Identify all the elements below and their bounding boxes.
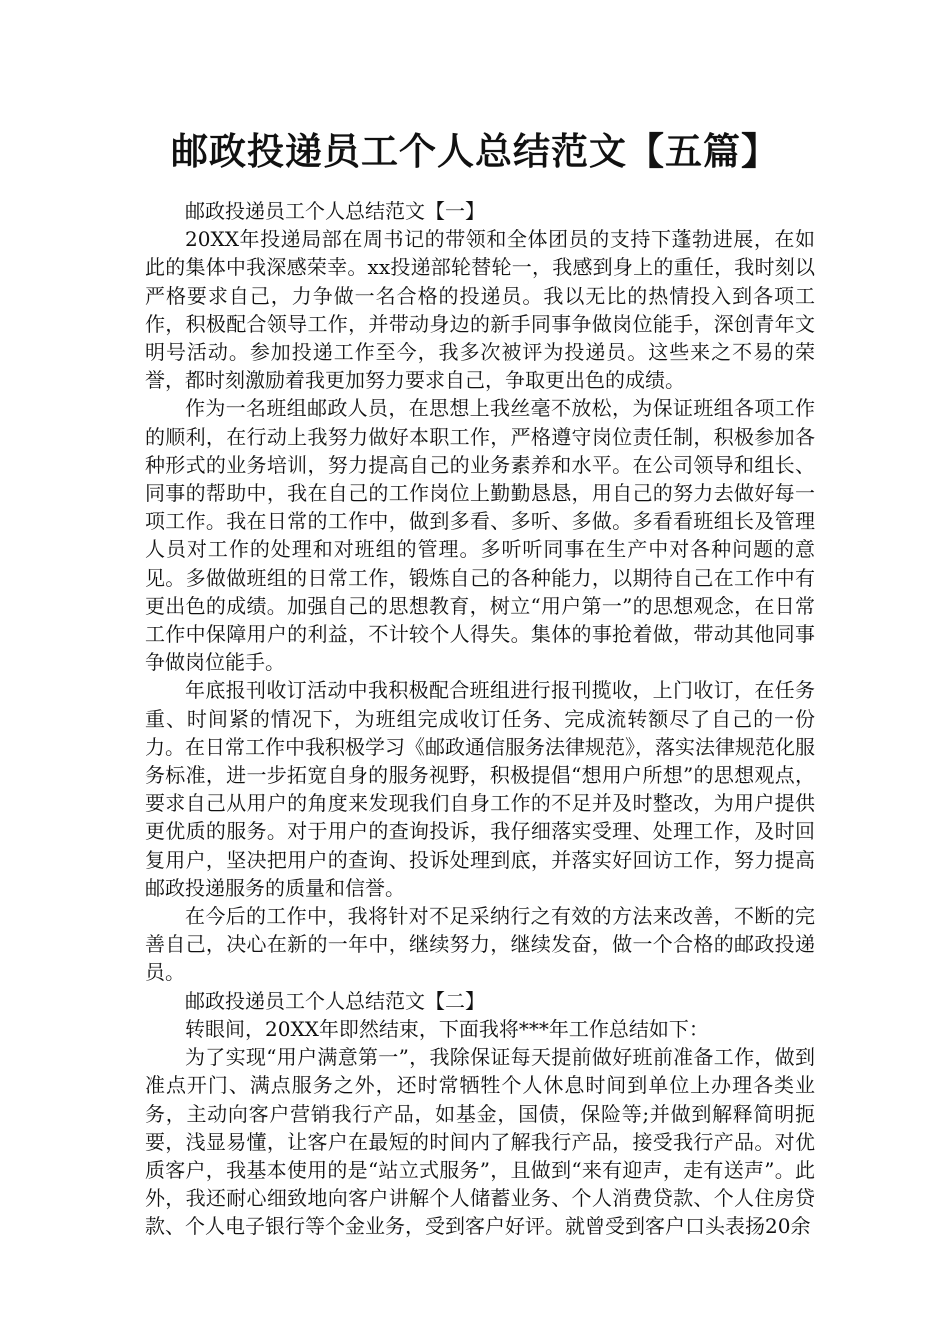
document-body	[145, 197, 815, 1241]
paragraph: 为了实现“用户满意第一”，我除保证每天提前做好班前准备工作，做到准点开门、满点服务之外，还时常牺牲个人休息时间到单位上办理各类业务，主动向客户营销我行产品，如基金，国债，保险等;并做到解释简明扼要，浅显易懂，让客户在最短的时间内了解我行产品，接受我行产品。对优质客户，我基本使用的是“站立式服务”，且做到“来有迎声，走有送声”。此外，我还耐心细致地向客户讲解个人储蓄业务、个人消费贷款、个人住房贷款、个人电子银行等个金业务，受到客户好评。就曾受到客户口头表扬20余	[145, 1045, 815, 1239]
paragraph: 作为一名班组邮政人员，在思想上我丝毫不放松，为保证班组各项工作的顺利，在行动上我努力做好本职工作，严格遵守岗位责任制，积极参加各种形式的业务培训，努力提高自己的业务素养和水平。在公司领导和组长、同事的帮助中，我在自己的工作岗位上勤勤恳恳，用自己的努力去做好每一项工作。我在日常的工作中，做到多看、多听、多做。多看看班组长及管理人员对工作的处理和对班组的管理。多听听同事在生产中对各种问题的意见。多做做班组的日常工作，锻炼自己的各种能力，以期待自己在工作中有更出色的成绩。加强自己的思想教育，树立“用户第一”的思想观念，在日常工作中保障用户的利益，不计较个人得失。集体的事抢着做，带动其他同事争做岗位能手。	[145, 396, 815, 675]
section-heading-1: 邮政投递员工个人总结范文【一】	[185, 199, 485, 223]
paragraph: 20XX年投递局部在周书记的带领和全体团员的支持下蓬勃进展，在如此的集体中我深感荣幸。xx投递部轮替轮一，我感到身上的重任，我时刻以严格要求自己，力争做一名合格的投递员。我以无比的热情投入到各项工作，积极配合领导工作，并带动身边的新手同事争做岗位能手，深创青年文明号活动。参加投递工作至今，我多次被评为投递员。这些来之不易的荣誉，都时刻激励着我更加努力要求自己，争取更出色的成绩。	[145, 227, 815, 393]
section-heading-2: 邮政投递员工个人总结范文【二】	[185, 988, 485, 1013]
document-title: 邮政投递员工个人总结范文【五篇】	[171, 130, 779, 173]
paragraph: 转眼间，20XX年即然结束，下面我将***年工作总结如下：	[185, 1016, 709, 1041]
paragraph: 在今后的工作中，我将针对不足采纳行之有效的方法来改善，不断的完善自己，决心在新的一年中，继续努力，继续发奋，做一个合格的邮政投递员。	[145, 904, 815, 985]
paragraph: 年底报刊收订活动中我积极配合班组进行报刊揽收，上门收订，在任务重、时间紧的情况下，为班组完成收订任务、完成流转额尽了自己的一份力。在日常工作中我积极学习《邮政通信服务法律规范》，落实法律规范化服务标准，进一步拓宽自身的服务视野，积极提倡“想用户所想”的思想观点，要求自己从用户的角度来发现我们自身工作的不足并及时整改，为用户提供更优质的服务。对于用户的查询投诉，我仔细落实受理、处理工作，及时回复用户，坚决把用户的查询、投诉处理到底，并落实好回访工作，努力提高邮政投递服务的质量和信誉。	[145, 678, 815, 900]
